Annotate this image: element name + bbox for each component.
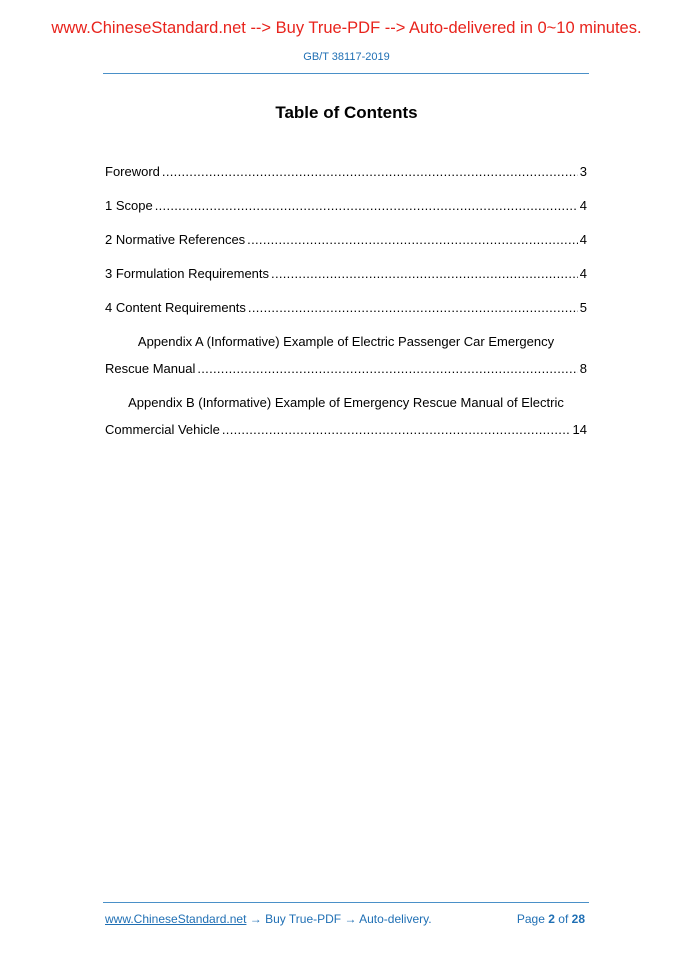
page-indicator: [517, 912, 585, 926]
toc-entry-appendix-b-line1[interactable]: Appendix B (Informative) Example of Emergency Rescue Manual of Electric: [128, 395, 564, 410]
header-divider: [103, 73, 589, 74]
toc-entry-scope[interactable]: [105, 197, 587, 214]
toc-entry-page: 3: [579, 164, 587, 179]
toc-entry-appendix-b[interactable]: [105, 421, 587, 438]
page-current: 2: [548, 912, 555, 926]
toc-entry-normative-references[interactable]: [105, 231, 587, 248]
toc-entry-appendix-a[interactable]: [105, 360, 587, 377]
footer-site-link[interactable]: www.ChineseStandard.net: [105, 912, 247, 926]
toc-leader-dots: [248, 299, 578, 316]
toc-entry-label: 2 Normative References: [105, 232, 246, 247]
page-of: of: [558, 912, 569, 926]
toc-entry-page: 4: [579, 232, 587, 247]
toc-entry-page: 14: [572, 422, 587, 437]
toc-leader-dots: [197, 360, 577, 377]
toc-leader-dots: [247, 231, 578, 248]
page-word: Page: [516, 912, 545, 926]
toc-title: Table of Contents: [275, 103, 418, 122]
toc-leader-dots: [222, 421, 571, 438]
promo-banner: www.ChineseStandard.net --> Buy True-PDF --> Auto-delivered in 0~10 minutes.: [51, 19, 642, 37]
page-footer: [105, 912, 585, 926]
page-total: 28: [571, 912, 585, 926]
toc-entry-content-requirements[interactable]: [105, 299, 587, 316]
toc-entry-label: 4 Content Requirements: [105, 300, 246, 315]
toc-entry-label: Foreword: [105, 164, 160, 179]
footer-tagline: → Buy True-PDF → Auto-delivery.: [246, 912, 432, 926]
toc-entry-page: 4: [579, 198, 587, 213]
toc-entry-formulation-requirements[interactable]: [105, 265, 587, 282]
document-code: GB/T 38117-2019: [303, 51, 390, 63]
toc-entry-foreword[interactable]: [105, 163, 587, 180]
toc-leader-dots: [155, 197, 578, 214]
footer-divider: [103, 902, 589, 903]
toc-leader-dots: [162, 163, 578, 180]
toc-entry-label: Commercial Vehicle: [105, 422, 220, 437]
toc-leader-dots: [271, 265, 578, 282]
toc-entry-page: 4: [579, 266, 587, 281]
toc-entry-page: 8: [579, 361, 587, 376]
toc-entry-label: 3 Formulation Requirements: [105, 266, 270, 281]
toc-entry-page: 5: [579, 300, 587, 315]
toc-entry-label: 1 Scope: [105, 198, 153, 213]
toc-entry-label: Rescue Manual: [105, 361, 196, 376]
toc-entry-appendix-a-line1[interactable]: Appendix A (Informative) Example of Electric Passenger Car Emergency: [137, 334, 555, 349]
